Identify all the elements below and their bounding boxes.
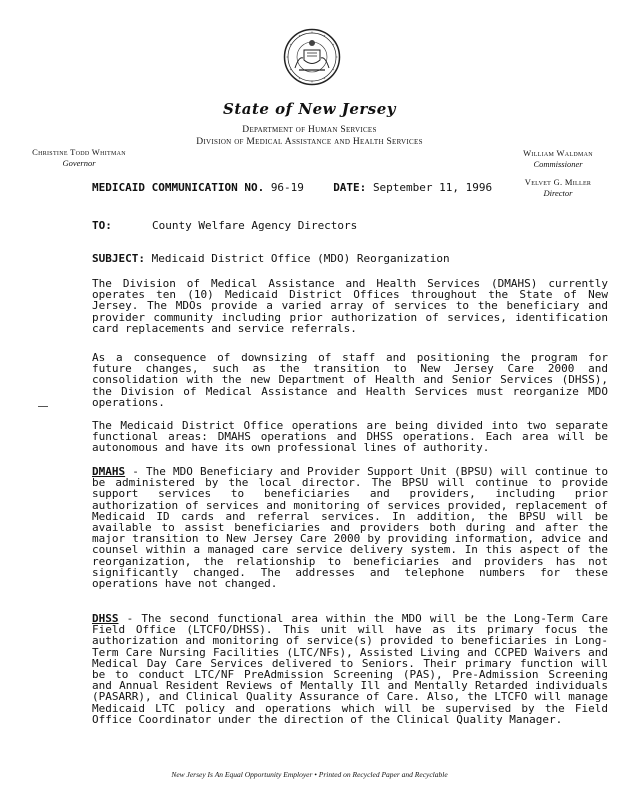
subject-label: SUBJECT: (92, 252, 145, 265)
commissioner-block (502, 148, 614, 170)
commissioner-name: William Waldman (523, 148, 593, 158)
dmahs-text: - The MDO Beneficiary and Provider Support Unit (BPSU) will continue to be administered by the local director. The BPSU will continue to provide support services to beneficiaries and providers, including prior authorization of services and monitoring of services provided, replacement of Medicaid ID cards and referral services. In addition, the BPSU will be available to assist beneficiaries and providers both during and after the major transition to New Jersey Care 2000 by providing information, advice and counsel within a managed care service delivery system. In this aspect of the reorganization, the relationship to beneficiaries and providers has not significantly changed. The addresses and telephone numbers for these operations have not changed. (92, 465, 608, 591)
governor-name: Christine Todd Whitman (32, 147, 126, 157)
governor-title: Governor (62, 158, 96, 168)
date-label: DATE: (333, 181, 367, 194)
communication-number: 96-19 (270, 181, 304, 194)
communication-label: MEDICAID COMMUNICATION NO. (92, 181, 265, 194)
footer-note: New Jersey Is An Equal Opportunity Employer • Printed on Recycled Paper and Recyclable (171, 770, 448, 779)
dmahs-heading: DMAHS (92, 465, 126, 478)
paragraph-dhss (92, 613, 608, 725)
director-block (502, 177, 614, 199)
subject-line (92, 252, 450, 265)
director-title: Director (543, 188, 573, 198)
dhss-text: - The second functional area within the MDO will be the Long-Term Care Field Office (LTCFO/DHSS). This unit will have as its primary focus the authorization and monitoring of service(s) provided to beneficiaries in Long-Term Care Nursing Facilities (LTC/NFs), Assisted Living and CCPED Waivers and Medical Day Care Services delivered to Seniors. Their primary function will be to conduct LTC/NF PreAdmission Screening (PAS), Pre-Admission Screening and Annual Resident Reviews of Mentally Ill and Mentally Retarded individuals (PASARR), and Clinical Quality Assurance of Care. Also, the LTCFO will manage Medicaid LTC policy and operations which will be supervised by the Field Office Coordinator under the direction of the Clinical Quality Manager. (92, 612, 608, 726)
division-name: Division of Medical Assistance and Health Services (196, 137, 423, 147)
to-value: County Welfare Agency Directors (152, 219, 358, 232)
department-name: Department of Human Services (242, 125, 377, 135)
paragraph-dmahs (92, 466, 608, 589)
dhss-heading: DHSS (92, 612, 119, 625)
commissioner-title: Commissioner (533, 159, 583, 169)
to-line (92, 219, 357, 232)
margin-mark (38, 406, 48, 407)
to-label: TO: (92, 219, 112, 232)
communication-line (92, 181, 492, 194)
paragraph-reorganization: As a consequence of downsizing of staff and positioning the program for future changes, such as the transition to New Jersey Care 2000 and consolidation with the new Department of Health and Senior Services (DHSS), the Division of Medical Assistance and Health Services must reorganize MDO operations. (92, 351, 608, 409)
date-value: September 11, 1996 (372, 181, 493, 194)
state-seal-icon (283, 28, 341, 86)
governor-block (4, 147, 154, 169)
state-title: State of New Jersey (223, 100, 396, 118)
paragraph-intro: The Division of Medical Assistance and Health Services (DMAHS) currently operates ten (10) Medicaid District Offices throughout the State of New Jersey. The MDOs provide a varied array of services to the beneficiary and provider community including prior authorization of services, identification card replacements and service referrals. (92, 277, 608, 335)
director-name: Velvet G. Miller (524, 177, 592, 187)
subject-value: Medicaid District Office (MDO) Reorganization (151, 252, 450, 265)
paragraph-functional-areas: The Medicaid District Office operations are being divided into two separate functional areas: DMAHS operations and DHSS operations. Each area will be autonomous and have its own professional lines of authority. (92, 419, 608, 455)
